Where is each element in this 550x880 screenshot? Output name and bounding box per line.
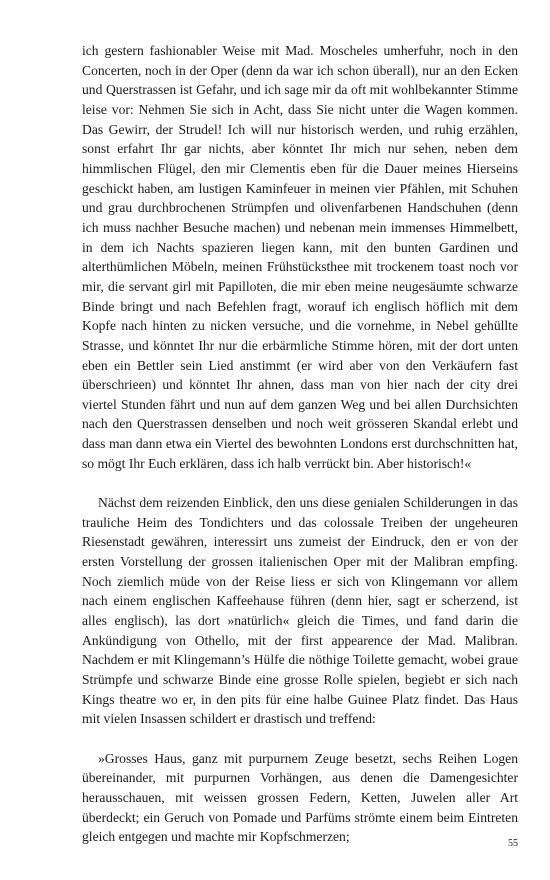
paragraph-gap: [82, 729, 518, 749]
page-body: [82, 41, 518, 847]
paragraph-2: Nächst dem reizenden Einblick, den uns diese genialen Schilderungen in das trauliche Heim des Tondichters und das colossale Treiben der ungeheuren Riesenstadt gewähren, interessirt uns zumeist der Eindruck, den er von der ersten Vorstellung der grossen italienischen Oper mit der Malibran empfing. Noch ziemlich müde von der Reise liess er sich von Klingemann vor allem nach einem englischen Kaffeehause führen (denn hier, sagt er scherzend, ist alles englisch), las dort »natürlich« gleich die Times, und fand darin die Ankündigung von Othello, mit der first appearence der Mad. Malibran. Nachdem er mit Klingemann’s Hülfe die nöthige Toilette gemacht, wobei graue Strümpfe und schwarze Binde eine grosse Rolle spielen, begiebt er sich nach Kings theatre wo er, in den pits für eine halbe Guinee Platz findet. Das Haus mit vielen Insassen schildert er drastisch und treffend:: [82, 495, 518, 727]
page-number: 55: [508, 838, 518, 849]
paragraph-1: ich gestern fashionabler Weise mit Mad. Moscheles umherfuhr, noch in den Concerten, noch in der Oper (denn da war ich schon überall), nur an den Ecken und Querstrassen ist Gefahr, und ich sage mir da oft mit wohlbekannter Stimme leise vor: Nehmen Sie sich in Acht, dass Sie nicht unter die Wagen kommen. Das Gewirr, der Strudel! Ich will nur historisch werden, und ruhig erzählen, sonst erfahrt Ihr gar nichts, aber könntet Ihr mich nur sehen, neben dem himmlischen Flügel, den mir Clementis eben für die Dauer meines Hierseins geschickt haben, am lustigen Kaminfeuer in meinen vier Pfählen, mit Schuhen und grau durchbrochenen Strümpfen und olivenfarbenen Handschuhen (denn ich muss nachher Besuche machen) und nebenan mein immenses Himmelbett, in dem ich Nachts spazieren liegen kann, mit den bunten Gardinen und alterthümlichen Möbeln, meinen Frühstücksthee mit trockenem toast noch vor mir, die servant girl mit Papilloten, die mir eben meine neugesäumte schwarze Binde bringt und nach Befehlen fragt, worauf ich englisch höflich mit dem Kopfe nach hinten zu nicken versuche, und die vornehme, in Nebel gehüllte Strasse, und könntet Ihr nur die erbärmliche Stimme hören, mit der dort unten eben ein Bettler sein Lied anstimmt (er wird aber von den Verkäufern fast überschrieen) und könntet Ihr ahnen, dass man von hier nach der city drei viertel Stunden fährt und nun auf dem ganzen Weg und bei allen Durchsichten nach den Querstrassen denselben und noch weit grösseren Skandal erlebt und dass man dann etwa ein Viertel des bewohnten Londons erst durchschnitten hat, so mögt Ihr Euch erklären, dass ich halb verrückt bin. Aber historisch!«: [82, 43, 518, 471]
paragraph-gap: [82, 473, 518, 493]
paragraph-3: »Grosses Haus, ganz mit purpurnem Zeuge besetzt, sechs Reihen Logen übereinander, mit purpurnen Vorhängen, aus denen die Damengesichter herausschauen, mit weissen grossen Federn, Ketten, Juwelen aller Art überdeckt; ein Geruch von Pomade und Parfüms strömte einem beim Eintreten gleich entgegen und machte mir Kopfschmerzen;: [82, 750, 518, 845]
